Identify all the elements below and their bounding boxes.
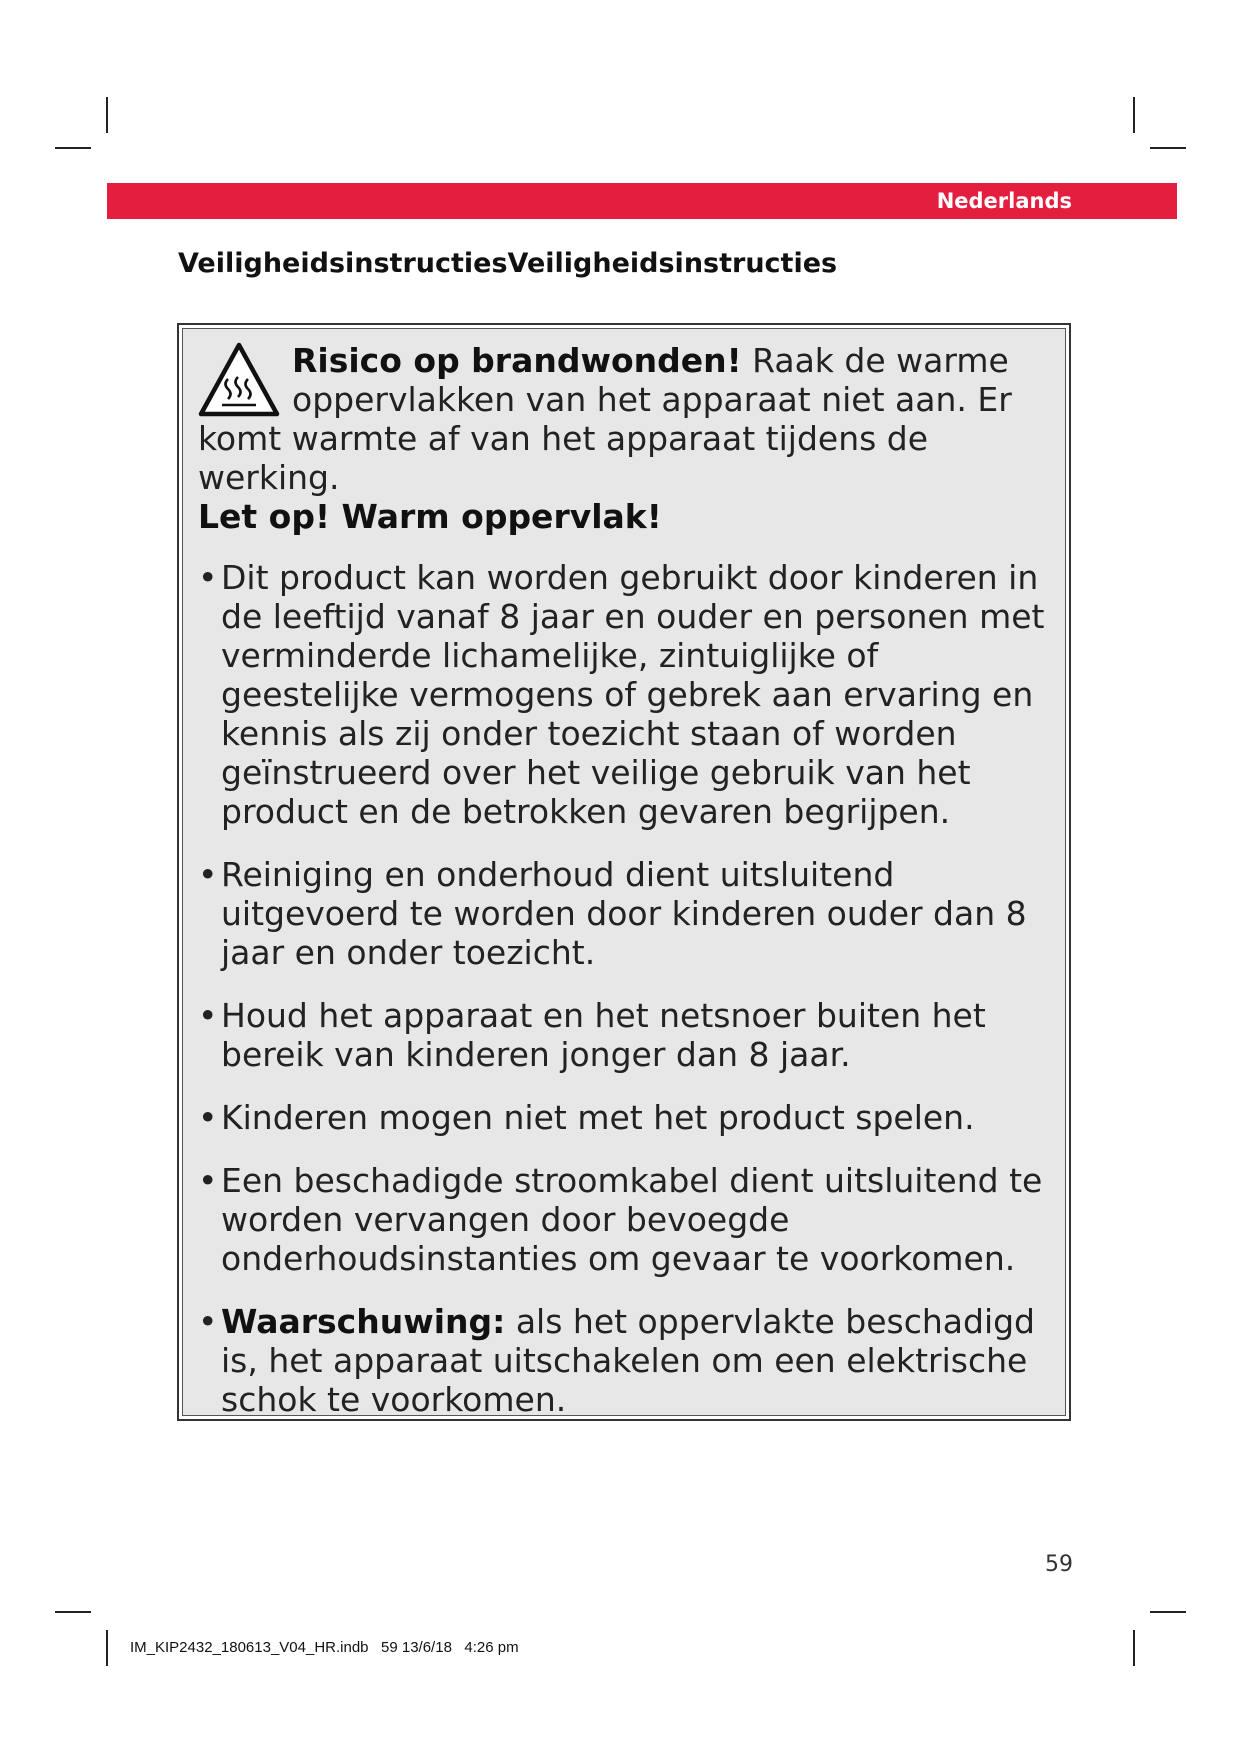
warning-intro-text: Raak de warme oppervlakken van het apparaat niet aan. Er komt warmte af van het apparaat tijdens de werking. [198, 341, 1012, 497]
print-file-info: IM_KIP2432_180613_V04_HR.indb 59 13/6/18 4:26 pm [130, 1639, 519, 1656]
crop-mark-bottom-left-horizontal [55, 1611, 91, 1613]
hot-surface-warning-icon [198, 341, 280, 419]
crop-mark-top-left-horizontal [55, 147, 91, 149]
crop-mark-top-left-vertical [106, 97, 108, 133]
page-number: 59 [1045, 1552, 1073, 1577]
crop-mark-top-right-horizontal [1150, 147, 1186, 149]
list-item: • Waarschuwing: als het oppervlakte beschadigd is, het apparaat uitschakelen om een elektrische schok te voorkomen. [198, 1302, 1036, 1419]
language-label: Nederlands [936, 189, 1072, 213]
crop-mark-bottom-left-vertical [106, 1630, 108, 1666]
warning-heading: Risico op brandwonden! [292, 341, 742, 380]
crop-mark-bottom-right-vertical [1133, 1630, 1135, 1666]
list-item: • Kinderen mogen niet met het product spelen. [198, 1098, 975, 1137]
list-item: • Een beschadigde stroomkabel dient uitsluitend te worden vervangen door bevoegde onderhoudsinstanties om gevaar te voorkomen. [198, 1161, 1043, 1278]
crop-mark-top-right-vertical [1133, 97, 1135, 133]
list-item: • Reiniging en onderhoud dient uitsluitend uitgevoerd te worden door kinderen ouder dan 8 jaar en onder toezicht. [198, 855, 1027, 972]
safety-warning-box [177, 323, 1071, 1421]
language-bar [107, 183, 1177, 219]
warning-notice: Let op! Warm oppervlak! [198, 497, 662, 536]
section-title: VeiligheidsinstructiesVeiligheidsinstructies [178, 248, 838, 279]
list-item: • Houd het apparaat en het netsnoer buiten het bereik van kinderen jonger dan 8 jaar. [198, 996, 986, 1074]
safety-bullet-list [198, 558, 1057, 1419]
list-item: • Dit product kan worden gebruikt door kinderen in de leeftijd vanaf 8 jaar en ouder en personen met verminderde lichamelijke, zintuiglijke of geestelijke vermogens of gebrek aan ervaring en kennis als zij onder toezicht staan of worden geïnstrueerd over het veilige gebruik van het product en de betrokken gevaren begrijpen. [198, 558, 1045, 831]
warning-intro [198, 341, 1057, 536]
safety-warning-content [182, 328, 1066, 1419]
crop-mark-bottom-right-horizontal [1150, 1611, 1186, 1613]
